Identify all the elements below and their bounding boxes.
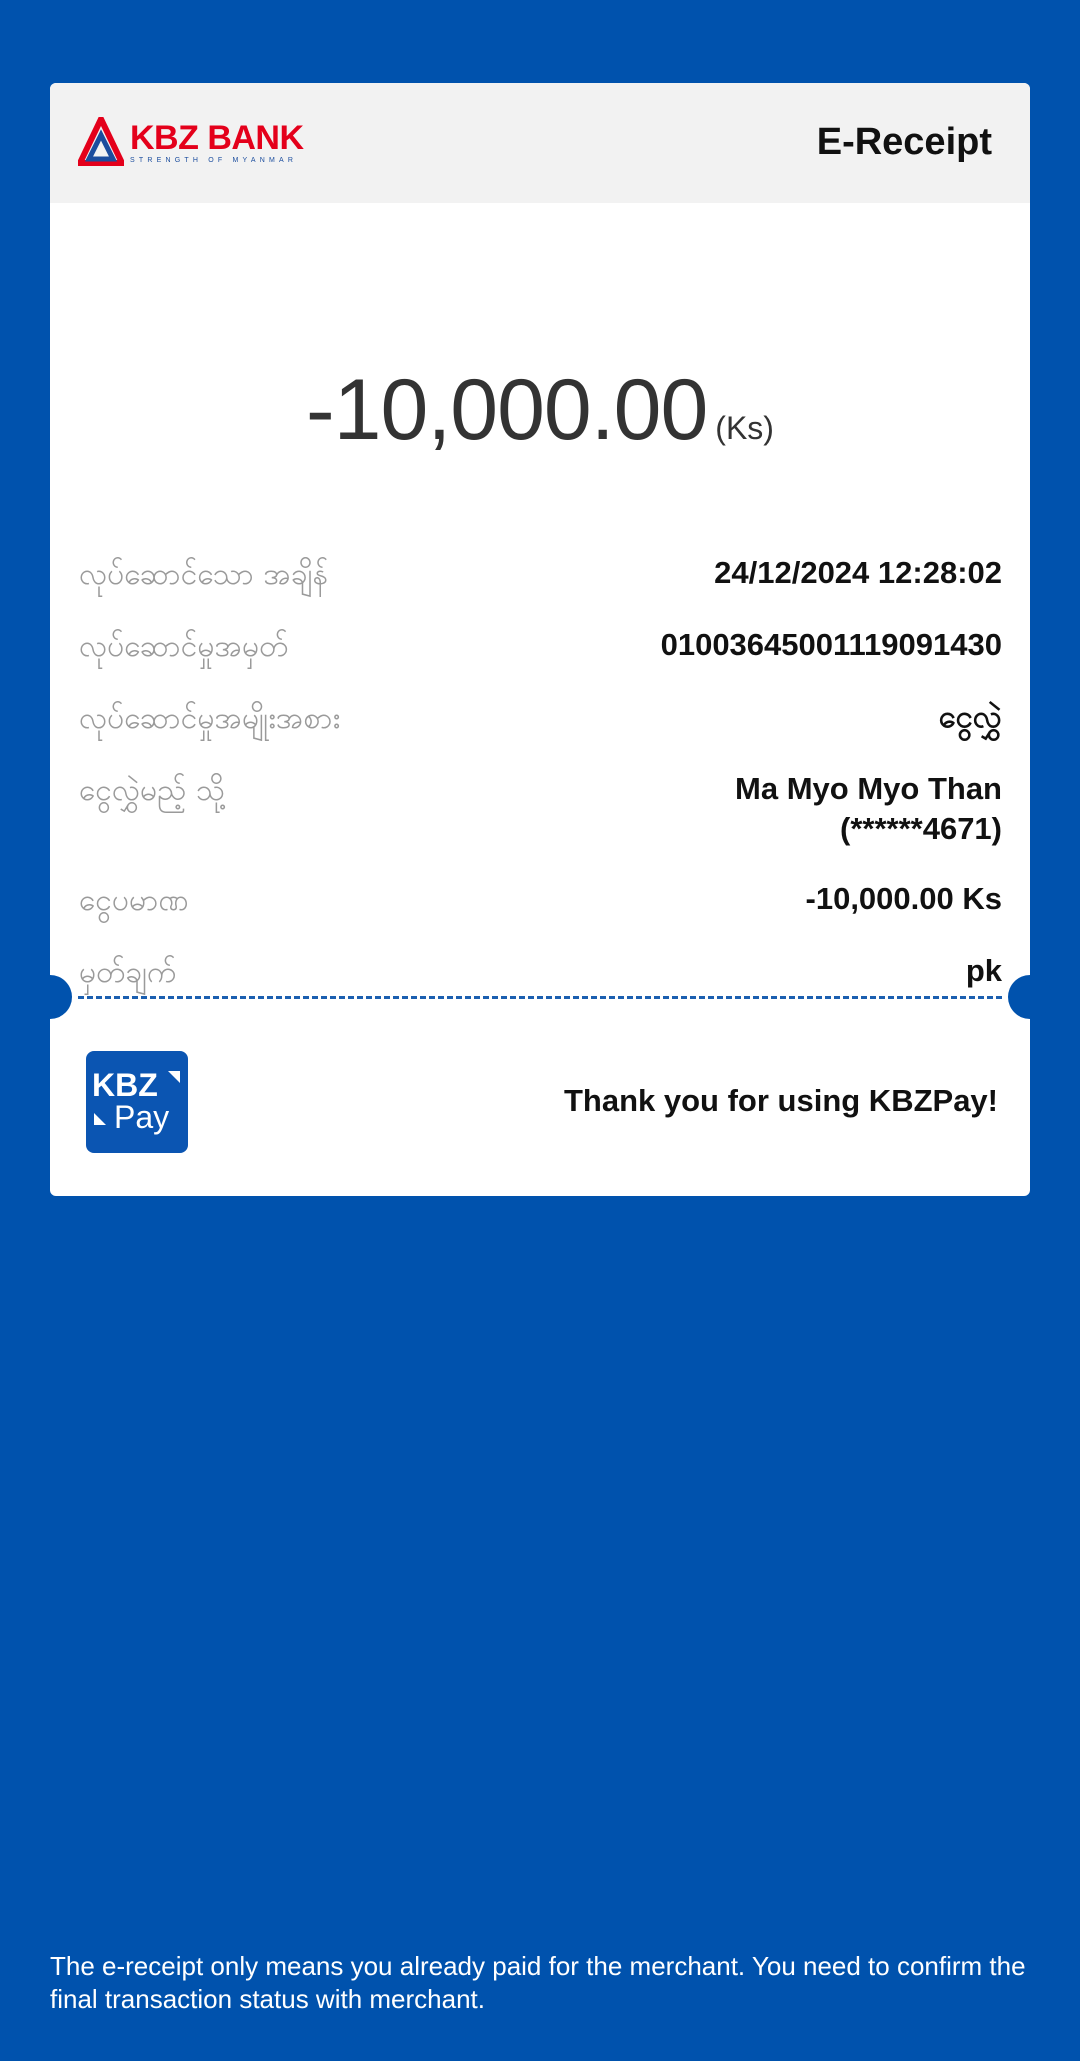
recipient-name: Ma Myo Myo Than xyxy=(735,771,1002,806)
receipt-card xyxy=(50,83,1030,1196)
receipt-header xyxy=(50,83,1030,203)
kbz-triangle-icon xyxy=(78,117,124,167)
detail-label: ငွေပမာဏ xyxy=(79,883,189,918)
detail-label: မှတ်ချက် xyxy=(79,955,177,990)
amount-unit: (Ks) xyxy=(715,410,774,446)
kbzpay-logo-bottom: Pay xyxy=(114,1099,170,1135)
ticket-notch-left xyxy=(28,975,72,1019)
amount-display xyxy=(50,361,1030,460)
disclaimer-text: The e-receipt only means you already paid for the merchant. You need to confirm the final transaction status with merchant. xyxy=(50,1951,1026,2014)
detail-label: လုပ်ဆောင်သော အချိန် xyxy=(79,557,329,592)
recipient-account: (******4671) xyxy=(840,811,1002,846)
bank-tagline: STRENGTH OF MYANMAR xyxy=(130,156,298,164)
kbzpay-logo-top: KBZ xyxy=(92,1067,158,1103)
corner-mark-icon xyxy=(168,1071,180,1083)
kbzpay-logo xyxy=(86,1051,188,1153)
page-title: E-Receipt xyxy=(816,121,992,163)
amount-value: -10,000.00 xyxy=(306,362,708,458)
detail-row-time xyxy=(79,553,1002,625)
detail-value: ငွေလွှဲ xyxy=(938,699,1002,734)
detail-row-recipient xyxy=(79,769,1002,879)
corner-mark-icon xyxy=(94,1113,106,1125)
detail-value: -10,000.00 Ks xyxy=(805,881,1002,916)
detail-value xyxy=(735,769,1002,849)
bank-name: KBZ BANK xyxy=(130,118,304,157)
thank-you-message: Thank you for using KBZPay! xyxy=(563,1083,998,1118)
detail-row-amount xyxy=(79,879,1002,951)
detail-value: 24/12/2024 12:28:02 xyxy=(714,555,1002,590)
detail-row-transaction-type xyxy=(79,697,1002,769)
detail-label: လုပ်ဆောင်မှုအမျိုးအစား xyxy=(79,701,341,736)
detail-row-transaction-id xyxy=(79,625,1002,697)
kbz-bank-logo xyxy=(78,117,304,167)
dashed-divider xyxy=(78,996,1002,999)
detail-label: လုပ်ဆောင်မှုအမှတ် xyxy=(79,629,289,664)
detail-value: pk xyxy=(965,953,1002,988)
transaction-details xyxy=(79,553,1002,1023)
detail-value: 01003645001119091430 xyxy=(660,627,1002,662)
detail-row-note xyxy=(79,951,1002,1023)
ticket-notch-right xyxy=(1008,975,1052,1019)
detail-label: ငွေလွှဲမည့် သို့ xyxy=(79,773,225,808)
